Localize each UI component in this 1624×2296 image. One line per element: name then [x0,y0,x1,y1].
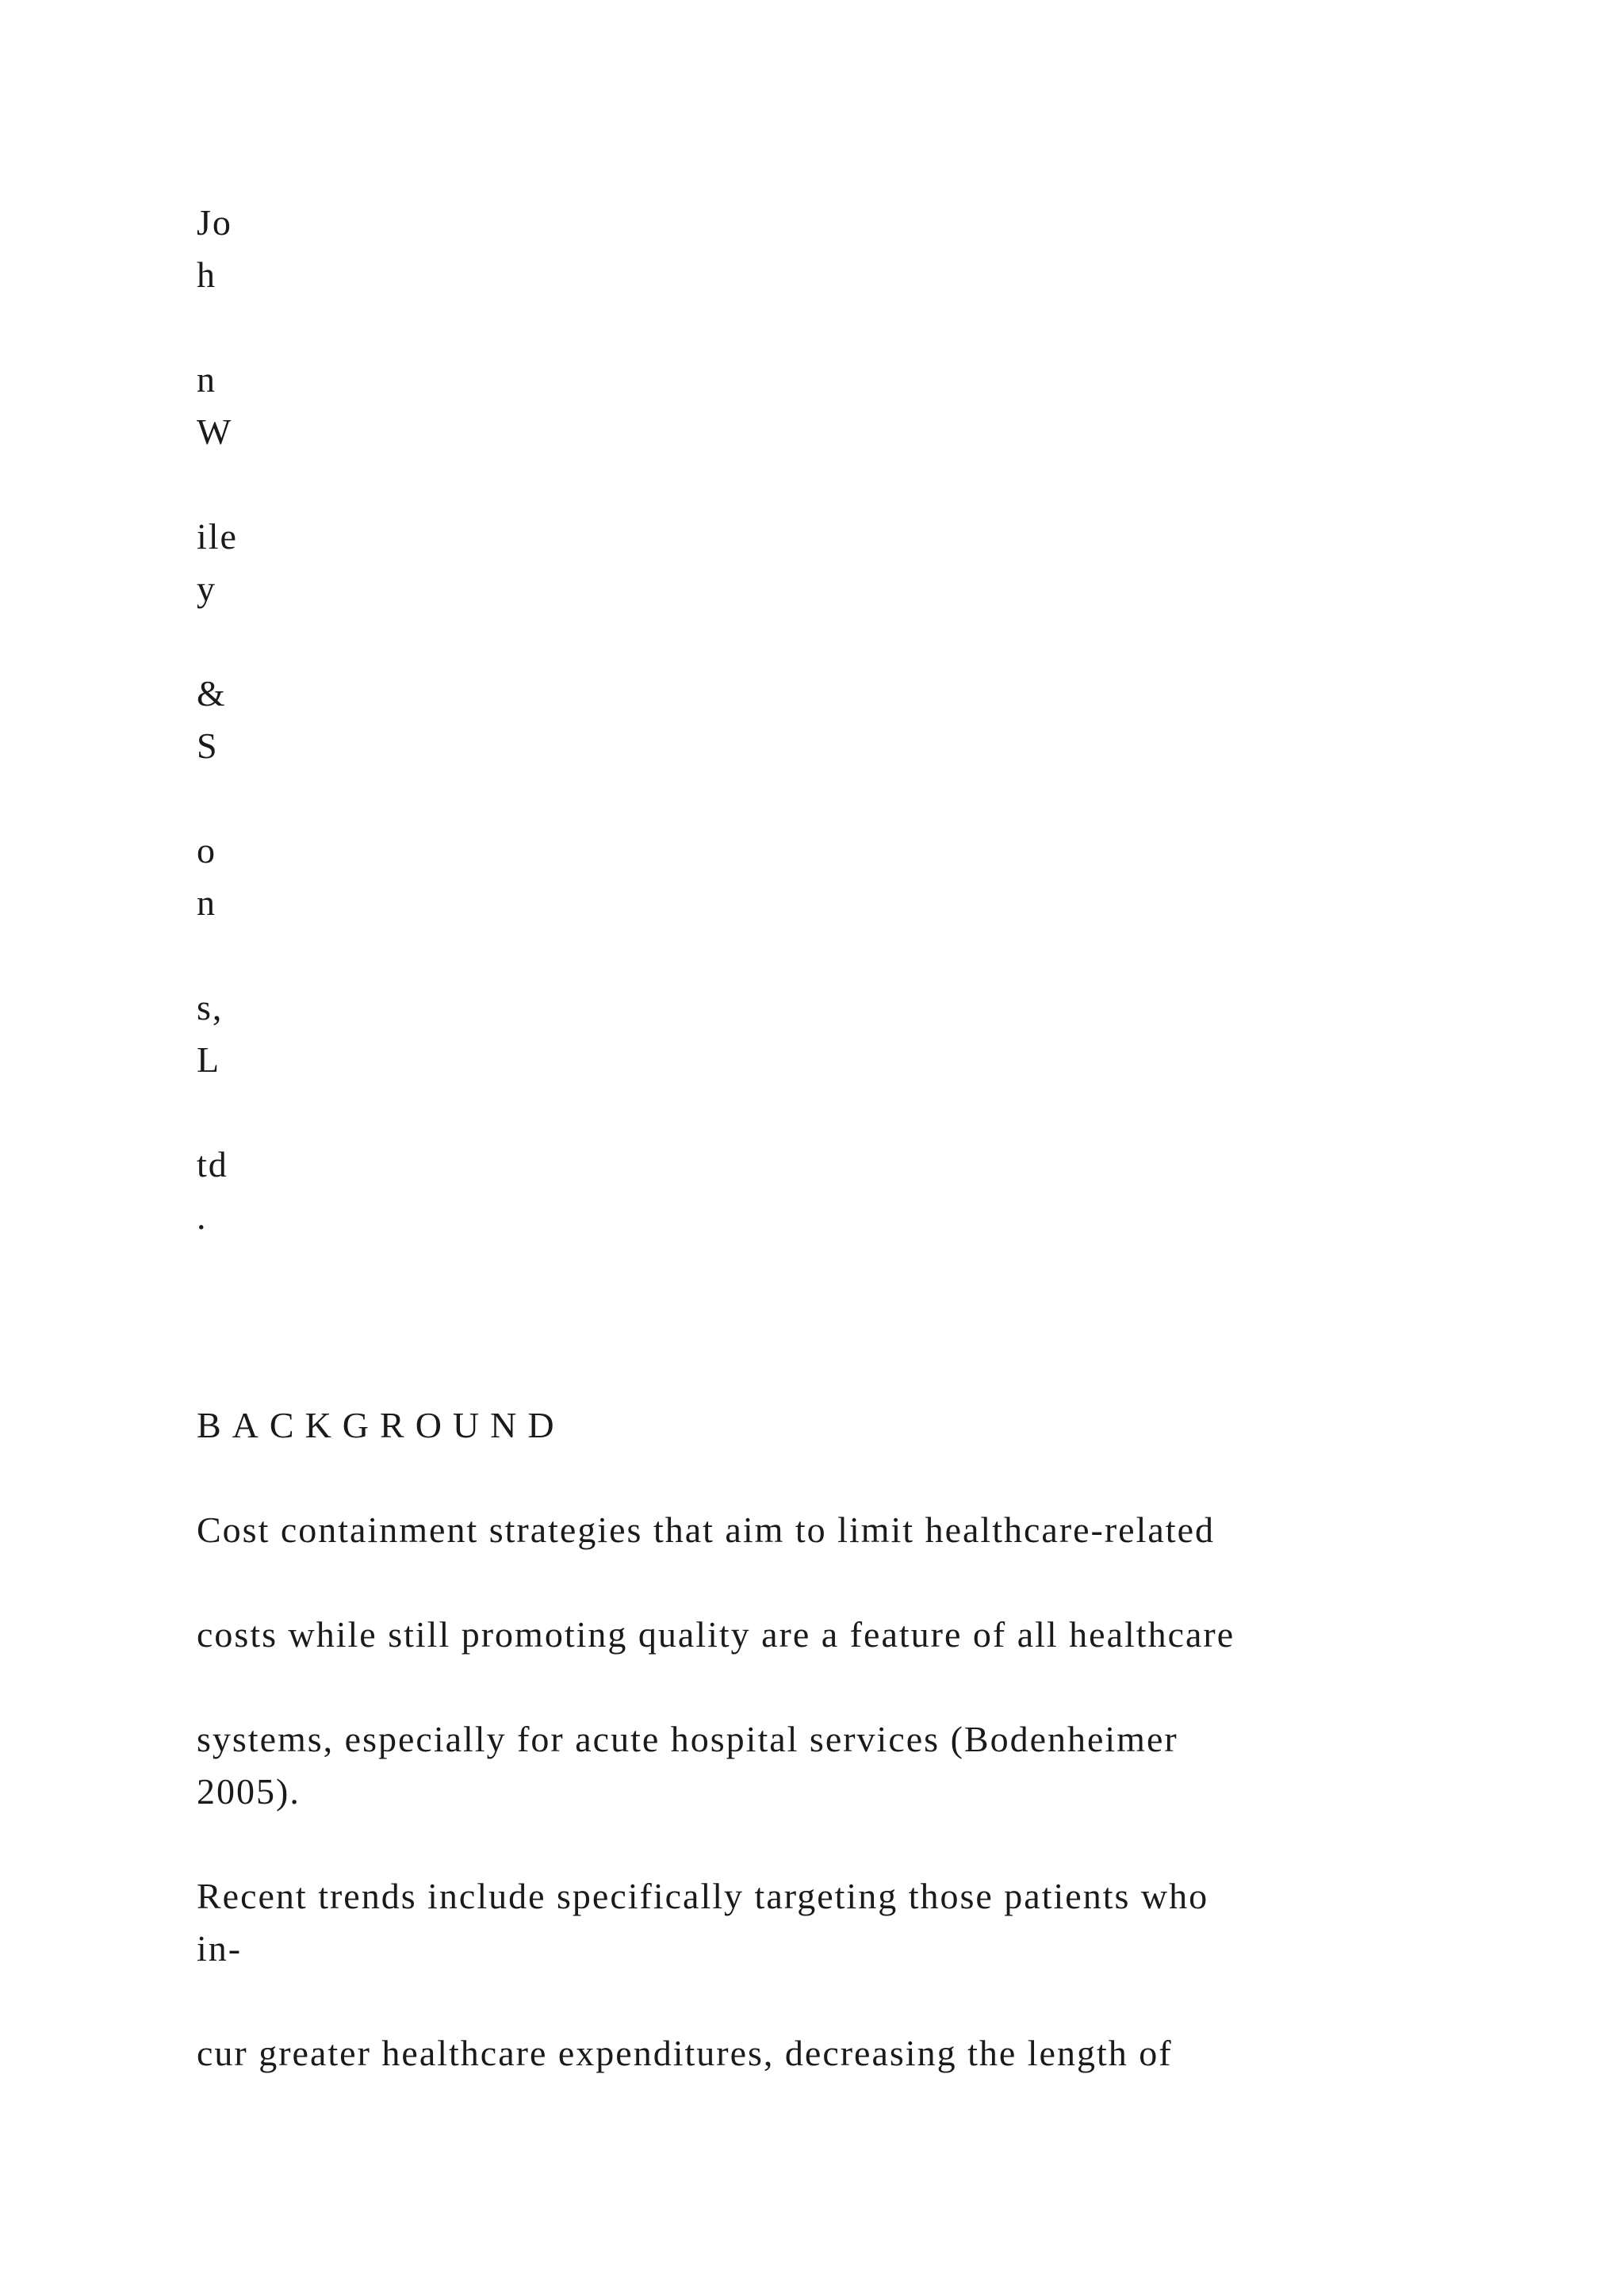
publisher-fragment: o [197,830,216,871]
body-line: Cost containment strategies that aim to limit healthcare-related [197,1510,1215,1550]
publisher-fragment: . [197,1196,208,1237]
publisher-fragment: n [197,882,216,923]
publisher-fragment: h [197,254,216,295]
body-line: costs while still promoting quality are a feature of all healthcare [197,1614,1235,1655]
publisher-fragment: Jo [197,202,232,243]
body-line: Recent trends include specifically targeting those patients who [197,1876,1209,1916]
body-line: systems, especially for acute hospital services (Bodenheimer [197,1719,1178,1759]
publisher-fragment: W [197,411,233,452]
body-line: 2005). [197,1771,301,1812]
publisher-fragment: s, [197,987,224,1027]
publisher-fragment: td [197,1144,228,1184]
body-line: in- [197,1928,243,1969]
publisher-fragment: n [197,359,216,400]
body-line: cur greater healthcare expenditures, decreasing the length of [197,2033,1173,2073]
publisher-fragment: y [197,568,216,609]
publisher-fragment: & [197,673,227,714]
publisher-fragment: L [197,1039,221,1080]
publisher-fragment: ile [197,516,238,557]
section-heading: BACKGROUND [197,1405,565,1445]
publisher-fragment: S [197,725,219,766]
